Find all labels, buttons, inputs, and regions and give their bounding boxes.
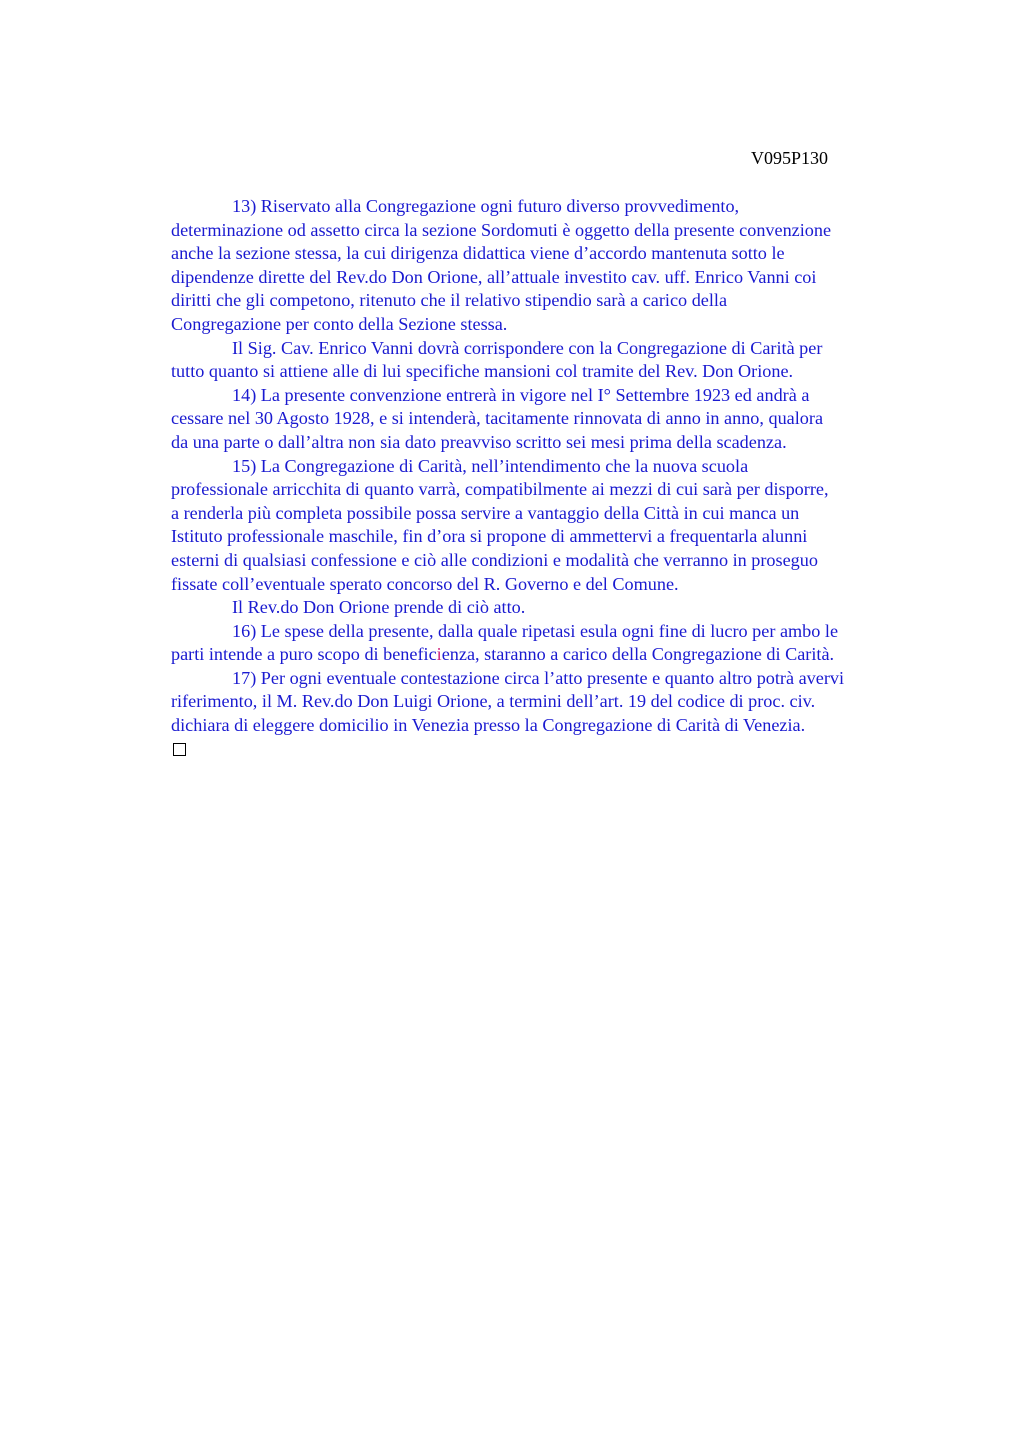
text-line: 14) La presente convenzione entrerà in vigore nel I° Settembre 1923 ed andrà a — [232, 384, 810, 405]
page-reference: V095P130 — [751, 148, 829, 168]
text-line: fissate coll’eventuale sperato concorso del R. Governo e del Comune. — [171, 573, 679, 594]
text-line: Congregazione per conto della Sezione stessa. — [171, 313, 508, 334]
text-line: Il Rev.do Don Orione prende di ciò atto. — [232, 597, 526, 618]
text-line-with-highlight — [110, 643, 931, 667]
text-line: determinazione od assetto circa la sezione Sordomuti è oggetto della presente convenzione — [171, 219, 832, 240]
paragraph-15 — [171, 455, 931, 597]
text-line: diritti che gli competono, ritenuto che il relativo stipendio sarà a carico della — [171, 290, 728, 311]
text-line: Il Sig. Cav. Enrico Vanni dovrà corrispondere con la Congregazione di Carità per — [232, 337, 823, 358]
text-line: 16) Le spese della presente, dalla quale ripetasi esula ogni fine di lucro per ambo le — [232, 620, 839, 641]
paragraph-orione-atto — [171, 596, 931, 620]
text-line: dichiara di eleggere domicilio in Venezia presso la Congregazione di Carità di Venezia. — [171, 715, 806, 736]
highlighted-character: i — [436, 644, 442, 665]
text-line: cessare nel 30 Agosto 1928, e si intenderà, tacitamente rinnovata di anno in anno, qualora — [171, 408, 824, 429]
paragraph-16 — [171, 620, 931, 667]
paragraph-13 — [171, 195, 931, 337]
paragraph-vanni — [171, 337, 931, 384]
square-outline-icon — [173, 743, 186, 756]
paragraph-14 — [171, 384, 931, 455]
text-line: 13) Riservato alla Congregazione ogni futuro diverso provvedimento, — [232, 196, 740, 216]
text-line: esterni di qualsiasi confessione e ciò alle condizioni e modalità che verranno in proseguo — [171, 549, 818, 570]
text-line: anche la sezione stessa, la cui dirigenza didattica viene d’accordo mantenuta sotto le — [171, 243, 785, 264]
text-line: da una parte o dall’altra non sia dato preavviso scritto sei mesi prima della scadenza. — [171, 431, 787, 452]
text-line: Istituto professionale maschile, fin d’ora si propone di ammettervi a frequentarla alunni — [171, 526, 808, 547]
text-line: tutto quanto si attiene alle di lui specifiche mansioni col tramite del Rev. Don Orione. — [171, 361, 794, 382]
text-segment: parti intende a puro scopo di benefic — [171, 644, 437, 665]
document-body — [171, 195, 931, 738]
text-line: dipendenze dirette del Rev.do Don Orione, all’attuale investito cav. uff. Enrico Vanni coi — [171, 266, 817, 287]
text-line: 17) Per ogni eventuale contestazione circa l’atto presente e quanto altro potrà avervi — [232, 667, 845, 688]
text-line: a renderla più completa possibile possa servire a vantaggio della Città in cui manca un — [171, 502, 800, 523]
text-line: 15) La Congregazione di Carità, nell’intendimento che la nuova scuola — [232, 455, 749, 476]
text-line: professionale arricchita di quanto varrà, compatibilmente ai mezzi di cui sarà per disporre, — [171, 479, 829, 500]
text-line: riferimento, il M. Rev.do Don Luigi Orione, a termini dell’art. 19 del codice di proc. civ. — [171, 691, 816, 712]
paragraph-17 — [171, 667, 931, 738]
text-segment: enza, staranno a carico della Congregazione di Carità. — [441, 644, 835, 665]
